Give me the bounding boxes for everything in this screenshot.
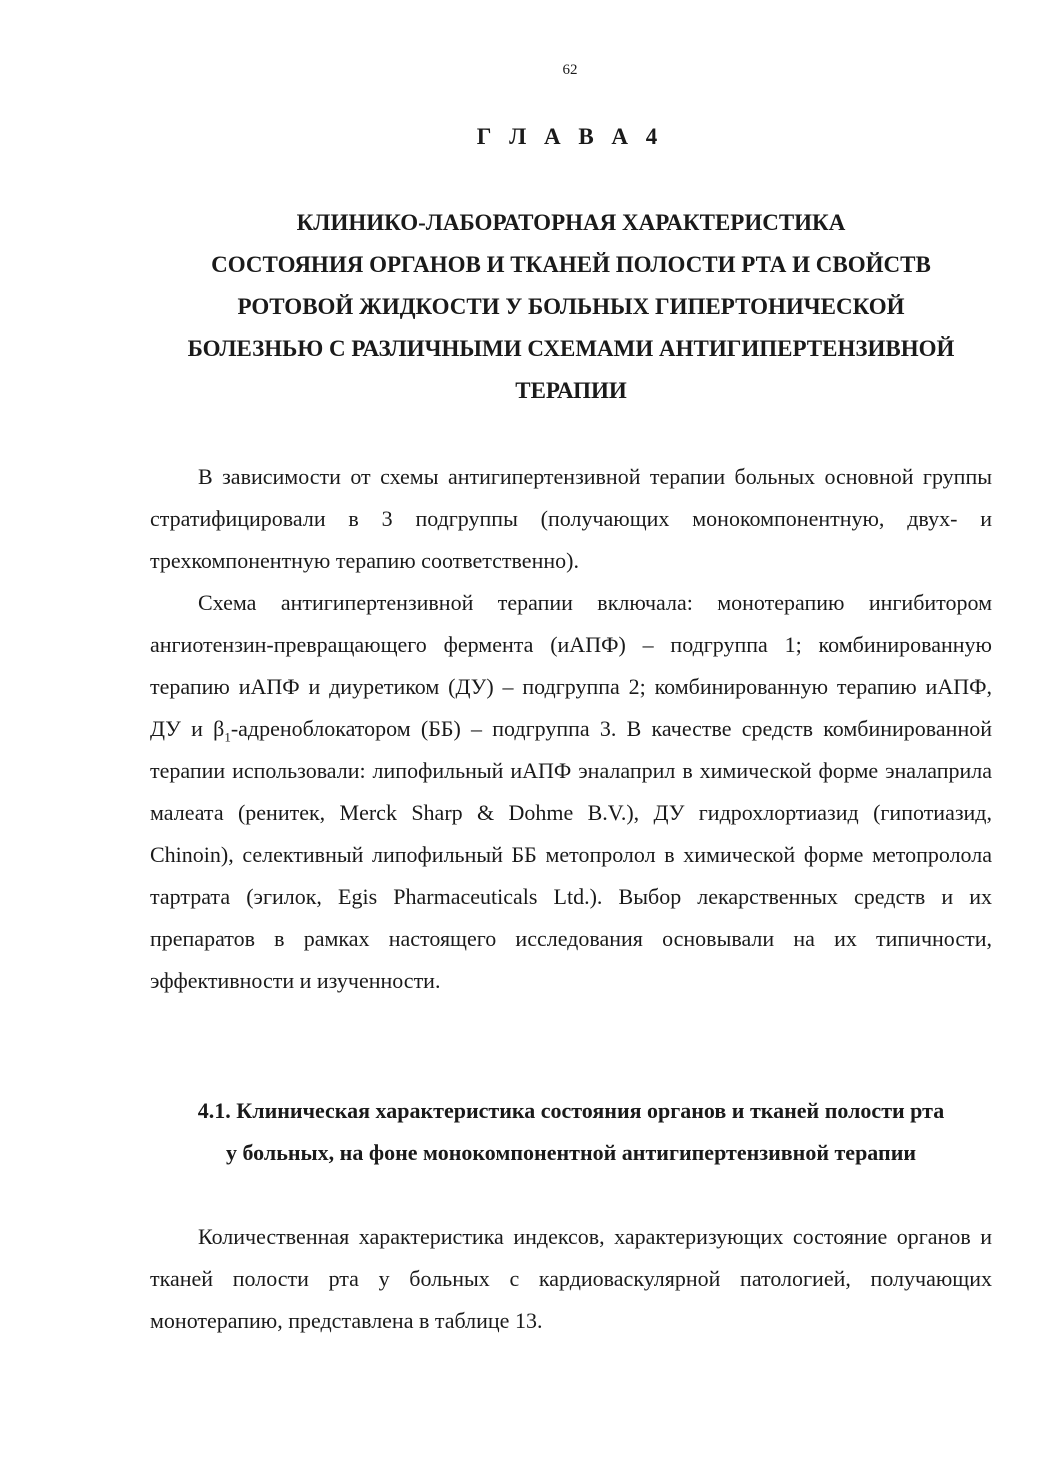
section-text	[150, 1216, 992, 1342]
intro-text	[150, 456, 992, 1002]
chapter-title	[150, 202, 992, 412]
chapter-title-line: ТЕРАПИИ	[515, 378, 627, 403]
section-paragraph-1: Количественная характеристика индексов, характеризующих состояние органов и тканей полости рта у больных с кардиоваскулярной патологией, получающих монотерапию, представлена в таблице 13.	[150, 1224, 992, 1333]
chapter-title-line: СОСТОЯНИЯ ОРГАНОВ И ТКАНЕЙ ПОЛОСТИ РТА И СВОЙСТВ	[211, 252, 931, 277]
intro-paragraph-2-part-2: -адреноблокатором (ББ) – подгруппа 3. В качестве средств комбинированной терапии использовали: липофильный иАПФ эналаприл в химической форме эналаприла малеата (ренитек, Merck Sharp & Dohme B.V.), ДУ гидрохлортиазид (гипотиазид, Chinoin), селективный липофильный ББ метопролол в химической форме метопролола тартрата (эгилок, Egis Pharmaceuticals Ltd.). Выбор лекарственных средств и их препаратов в рамках настоящего исследования основывали на их типичности, эффективности и изученности.	[150, 716, 992, 993]
chapter-title-line: КЛИНИКО-ЛАБОРАТОРНАЯ ХАРАКТЕРИСТИКА	[296, 210, 846, 235]
intro-paragraph-2	[150, 582, 992, 1002]
section-heading-line: 4.1. Клиническая характеристика состояния органов и тканей полости рта	[197, 1098, 945, 1123]
page-number: 62	[562, 62, 578, 78]
section-heading	[150, 1090, 992, 1174]
chapter-title-line: РОТОВОЙ ЖИДКОСТИ У БОЛЬНЫХ ГИПЕРТОНИЧЕСКОЙ	[237, 294, 905, 319]
chapter-title-line: БОЛЕЗНЬЮ С РАЗЛИЧНЫМИ СХЕМАМИ АНТИГИПЕРТЕНЗИВНОЙ	[187, 336, 955, 361]
intro-paragraph-1: В зависимости от схемы антигипертензивной терапии больных основной группы стратифицировали в 3 подгруппы (получающих монокомпонентную, двух- и трехкомпонентную терапию соответственно).	[150, 464, 992, 573]
beta-symbol: β	[213, 716, 225, 741]
intro-paragraph-2-part-1: Схема антигипертензивной терапии включала: монотерапию ингибитором ангиотензин-превращающего фермента (иАПФ) – подгруппа 1; комбинированную терапию иАПФ и диуретиком (ДУ) – подгруппа 2; комбинированную терапию иАПФ, ДУ и	[150, 590, 992, 741]
chapter-label: Г Л А В А 4	[476, 124, 664, 149]
beta-subscript: 1	[224, 729, 231, 745]
section-heading-line: у больных, на фоне монокомпонентной антигипертензивной терапии	[225, 1140, 917, 1165]
